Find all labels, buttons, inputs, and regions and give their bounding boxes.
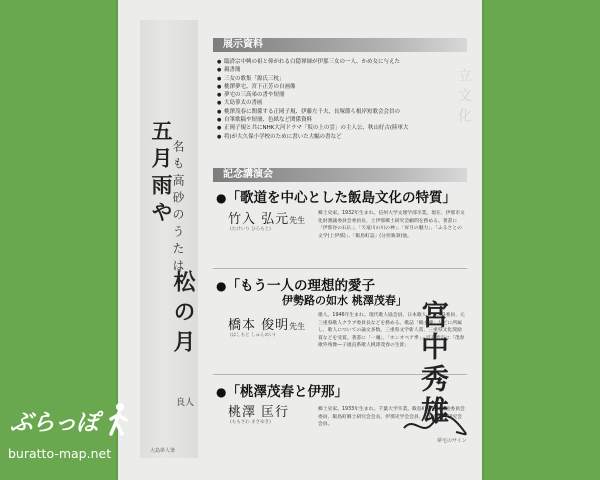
exhibits-list <box>217 58 467 141</box>
exhibit-item-continued: ● 親書簡 <box>217 66 467 74</box>
calligraphic-signature: 宮中秀雄 <box>417 300 450 428</box>
exhibit-item-continued: ● 自筆歌稿や短冊、色紙など関係資料 <box>217 116 467 124</box>
lecture-1-speaker-bio: 郷土史家。1932年生まれ。信州大学文理学部卒業。現在、伊那市文化財審議委員会委員長、上伊那郷土研究会顧問を務める。著書に「伊那谷の石仏」、「天竜川の川の神」、「昇月の魅力」、「ふるさとの文学(上伊那)」、「飯島町誌」(分担執筆)他。 <box>318 211 465 239</box>
exhibits-heading: 展示資料 <box>213 38 467 52</box>
site-logo[interactable] <box>6 402 132 472</box>
lecture-2-speaker: 橋本 俊明先生 <box>228 318 306 333</box>
lecture-3-speaker: 桃澤 匡行 <box>228 405 290 420</box>
exhibit-item: ● 正岡子規と共にNHK大河ドラマ「坂の上の雲」の主人公、秋山好古(陸軍大 <box>217 124 467 132</box>
lecture-2-speaker-bio: 歌人。1946年生まれ。現代歌人協会員、日本歌人クラブ県委員、元三重県歌人クラブ委員長などを務める。歌誌「鶴主潮」などに所属し、歌人についての論文多数。三重県文学新人賞、三重県文化奨励賞などを受賞。著書に「一颯」、「ホンオペア季」、近刊予定に「茂春歌外残像―子規直系歌人桃澤茂春の生涯」 <box>318 313 465 349</box>
calligraphy-line-3: 松の月 <box>170 270 196 360</box>
signature-flourish-icon <box>400 410 470 440</box>
exhibit-item: ● 夢宅の三高弟の書や短冊 <box>217 91 467 99</box>
exhibit-item: ● 桃澤茂春に関係する正岡子規、伊藤左千夫、長塚節ら根岸短歌会会員の <box>217 108 467 116</box>
bullet-icon: ● <box>216 191 227 205</box>
exhibit-item: ● 臨済宗中興の祖と仰がれる白隠禅師が伊那三女の一人、かめ女に与えた <box>217 58 467 66</box>
bullet-icon: ● <box>216 385 227 399</box>
walking-person-icon <box>106 402 130 436</box>
calligraphy-signature: 良人 <box>176 398 195 408</box>
exhibit-item: ● 三女の歌集「源氏三枕」 <box>217 75 467 83</box>
background-faint-text: 立文化 <box>456 68 472 128</box>
logo-url: buratto-map.net <box>8 446 112 461</box>
calligraphy-scroll <box>140 20 198 458</box>
lecture-1-speaker: 竹入 弘元先生 <box>228 212 306 227</box>
lecture-1-title: ●「歌道を中心とした飯島文化の特質」 <box>216 190 456 206</box>
bullet-icon: ● <box>216 279 227 293</box>
lecture-3-title: ●「桃澤茂春と伊那」 <box>216 384 348 400</box>
lecture-2-speaker-reading: (はしもと しゅんめい) <box>230 333 276 338</box>
divider <box>213 268 467 269</box>
lecture-3-speaker-bio: 郷土史家。1933年生まれ。千葉大学卒業。飯島町文化財調査委員会委員、飯島町郷土研究会会長、伊那史学会会員、上伊那郷土研究会会員。 <box>318 407 465 428</box>
calligraphy-line-1: 五月雨や <box>149 120 174 228</box>
lectures-heading: 記念講演会 <box>213 168 467 182</box>
logo-text: ぶらっぽ <box>10 410 98 436</box>
exhibit-item: ● 大島蓼太の書画 <box>217 99 467 107</box>
lecture-1-speaker-reading: (たけいり ひろもと) <box>230 227 271 232</box>
signature-caption: 夢宅のサイン <box>437 438 467 444</box>
exhibit-item-continued: ● 将)が大久保小学校のために書いた大幅の書など <box>217 133 467 141</box>
calligraphy-line-2: 名も高砂のうたは <box>171 140 185 276</box>
calligraphy-caption: 大島夢人筆 <box>150 448 176 454</box>
lecture-2-title: ●「もう一人の理想的愛子 <box>216 278 375 294</box>
exhibit-item: ● 桃澤夢宅、宮下正芳の自画像 <box>217 83 467 91</box>
lecture-3-speaker-reading: (ももさわ まさゆき) <box>230 420 271 425</box>
lecture-2-subtitle: 伊勢路の如水 桃澤茂春」 <box>282 294 407 307</box>
